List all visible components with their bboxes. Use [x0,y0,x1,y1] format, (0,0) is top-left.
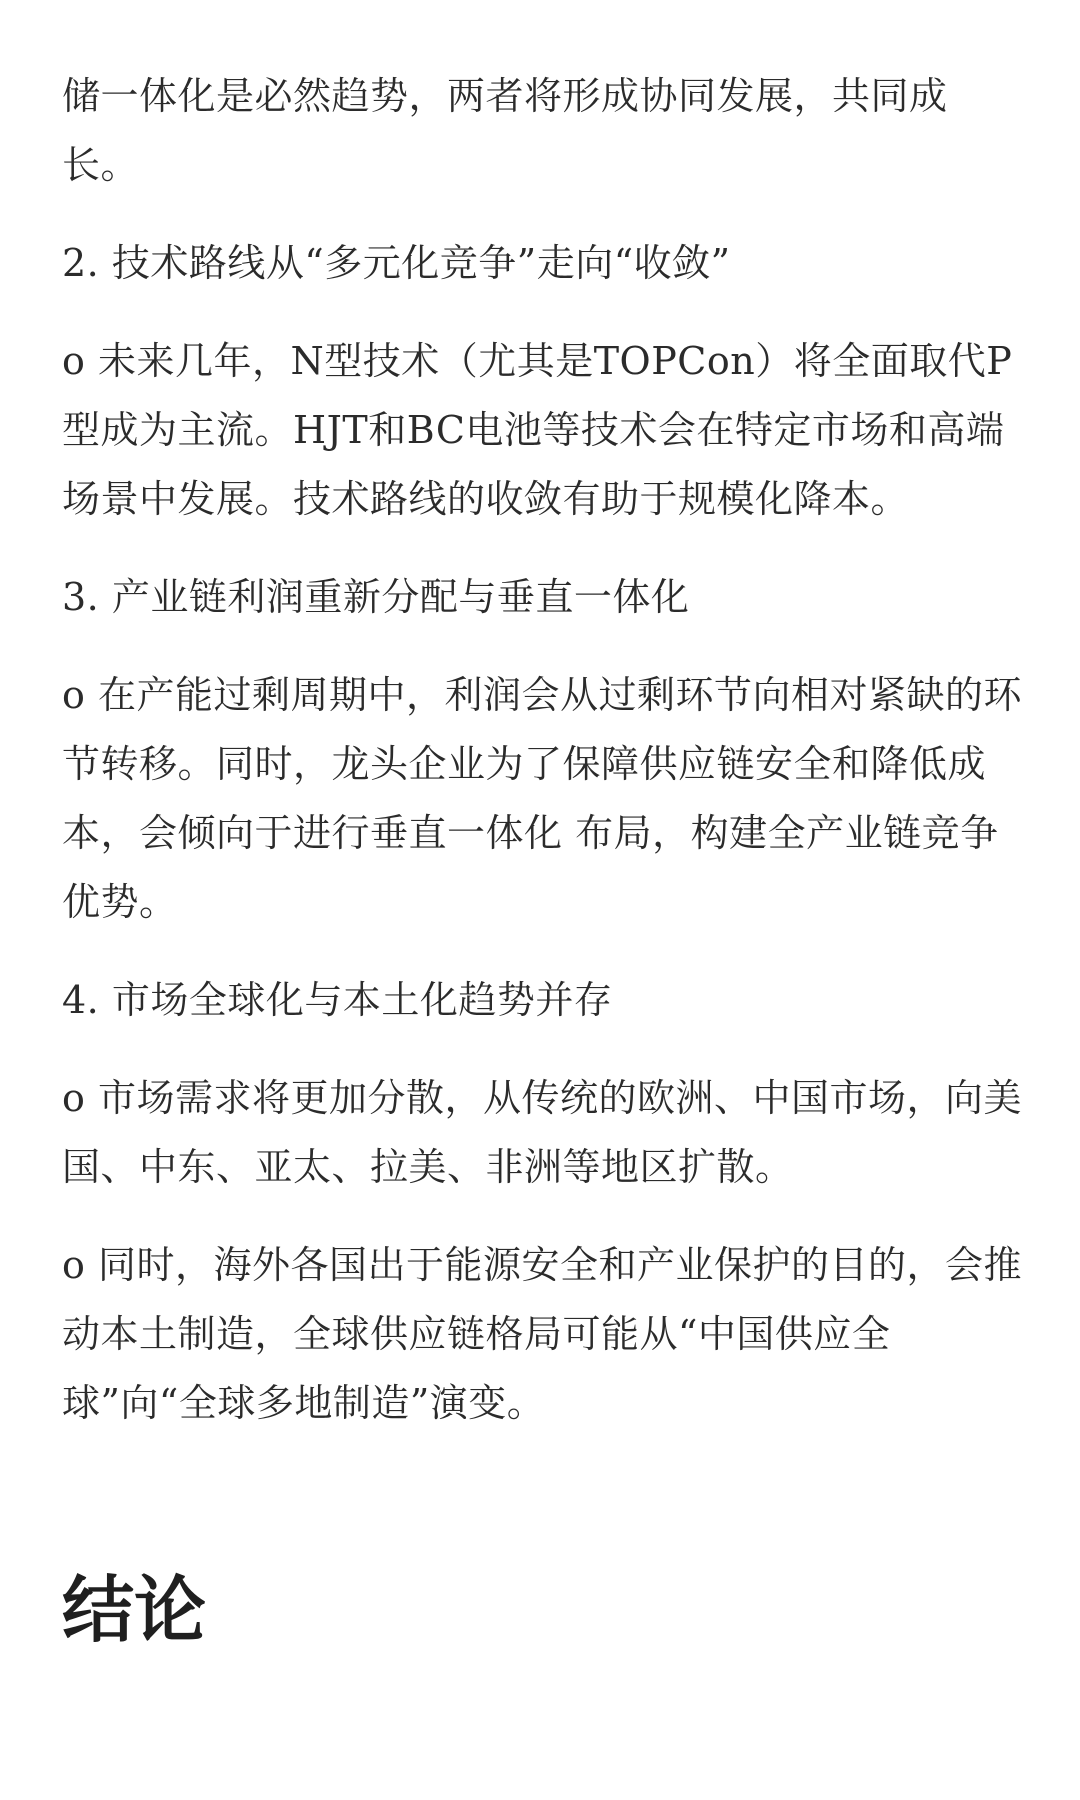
list-item-tech-route: 2. 技术路线从“多元化竞争”走向“收敛” [62,241,731,285]
paragraph-continuation: 储一体化是必然趋势，两者将形成协同发展，共同成长。 [62,74,948,187]
bullet-overcapacity-cycle: o 在产能过剩周期中，利润会从过剩环节向相对紧缺的环节转移。同时，龙头企业为了保障供应链安全和降低成本，会倾向于进行垂直一体化 布局，构建全产业链竞争优势。 [62,673,1022,924]
conclusion-heading: 结论 [62,1568,207,1652]
bullet-ntype-tech: o 未来几年，N型技术（尤其是TOPCon）将全面取代P型成为主流。HJT和BC电池等技术会在特定市场和高端场景中发展。技术路线的收敛有助于规模化降本。 [62,339,1013,521]
bullet-market-demand: o 市场需求将更加分散，从传统的欧洲、中国市场，向美国、中东、亚太、拉美、非洲等地区扩散。 [62,1076,1022,1189]
bullet-local-manufacturing: o 同时，海外各国出于能源安全和产业保护的目的，会推动本土制造，全球供应链格局可能从“中国供应全球”向“全球多地制造”演变。 [62,1243,1022,1425]
list-item-profit-redistribution: 3. 产业链利润重新分配与垂直一体化 [62,575,690,619]
list-item-globalization: 4. 市场全球化与本土化趋势并存 [62,978,613,1022]
